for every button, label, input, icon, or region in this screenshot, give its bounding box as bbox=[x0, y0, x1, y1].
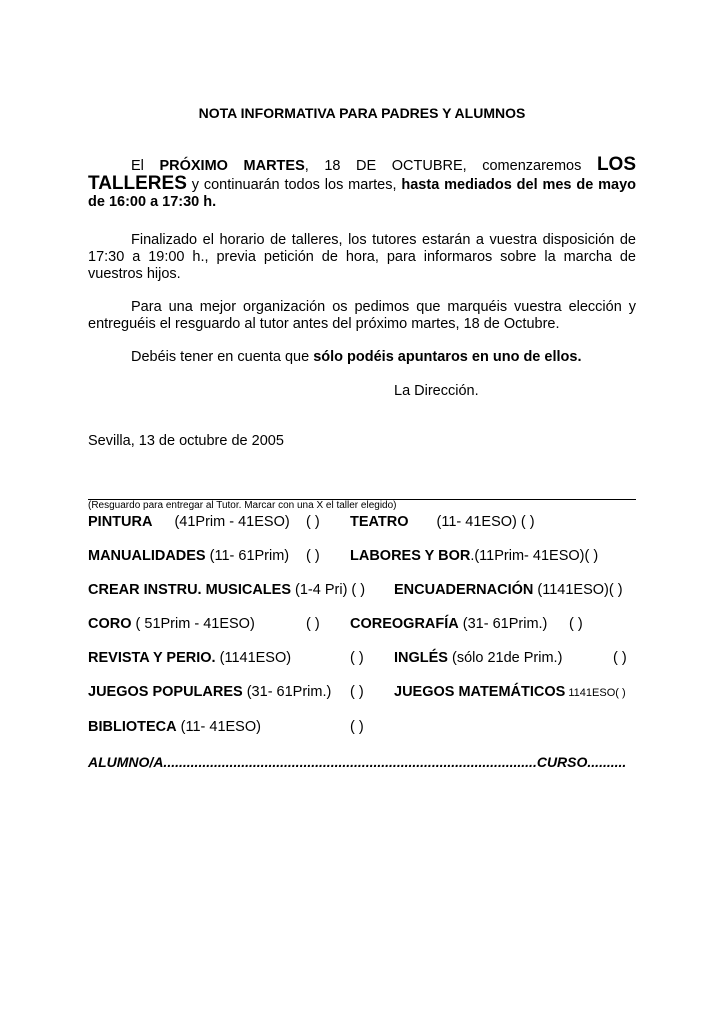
workshop-crear-instrumentos[interactable]: CREAR INSTRU. MUSICALES (1-4 Pri) ( ) bbox=[88, 582, 366, 598]
paragraph-tutor-hours: Finalizado el horario de talleres, los tutores estarán a vuestra disposición de 17:30 a 19:00 h., previa petición de hora, para informaros sobre la marcha de vuestros hijos. bbox=[88, 232, 636, 282]
workshop-revista: REVISTA Y PERIO. (1141ESO) bbox=[88, 650, 292, 666]
workshop-teatro[interactable]: TEATRO (11- 41ESO) ( ) bbox=[350, 514, 535, 530]
paragraph-one-workshop: Debéis tener en cuenta que sólo podéis apuntaros en uno de ellos. bbox=[131, 349, 582, 365]
workshop-juegos-matematicos[interactable]: JUEGOS MATEMÁTICOS 1141ESO( ) bbox=[394, 684, 626, 700]
signature: La Dirección. bbox=[394, 383, 479, 399]
checkbox-coro[interactable]: ( ) bbox=[306, 616, 320, 632]
checkbox-manualidades[interactable]: ( ) bbox=[306, 548, 320, 564]
checkbox-revista[interactable]: ( ) bbox=[350, 650, 364, 666]
checkbox-ingles[interactable]: ( ) bbox=[613, 650, 627, 666]
workshop-labores[interactable]: LABORES Y BOR.(11Prim- 41ESO)( ) bbox=[350, 548, 599, 564]
checkbox-pintura[interactable]: ( ) bbox=[306, 514, 320, 530]
workshop-encuadernacion[interactable]: ENCUADERNACIÓN (1141ESO)( ) bbox=[394, 582, 623, 598]
checkbox-juegos-populares[interactable]: ( ) bbox=[350, 684, 364, 700]
checkbox-coreografia[interactable]: ( ) bbox=[569, 616, 583, 632]
workshop-manualidades: MANUALIDADES (11- 61Prim) bbox=[88, 548, 290, 564]
workshop-coro: CORO ( 51Prim - 41ESO) bbox=[88, 616, 255, 632]
slip-note: (Resguardo para entregar al Tutor. Marcar con una X el taller elegido) bbox=[88, 500, 397, 511]
checkbox-biblioteca[interactable]: ( ) bbox=[350, 719, 364, 735]
student-course-field[interactable]: ALUMNO/A................................................................................................CURSO.......... bbox=[88, 754, 627, 770]
paragraph-start-date: El PRÓXIMO MARTES, 18 DE OCTUBRE, comenzaremos LOS TALLERES y continuarán todos los martes, hasta mediados del mes de mayo de 16:00 a 17:30 h. bbox=[88, 154, 636, 210]
workshop-biblioteca: BIBLIOTECA (11- 41ESO) bbox=[88, 719, 261, 735]
paragraph-organization: Para una mejor organización os pedimos que marquéis vuestra elección y entreguéis el resguardo al tutor antes del próximo martes, 18 de Octubre. bbox=[88, 299, 636, 332]
workshop-pintura: PINTURA (41Prim - 41ESO) bbox=[88, 514, 290, 530]
place-date: Sevilla, 13 de octubre de 2005 bbox=[88, 433, 284, 449]
workshop-ingles: INGLÉS (sólo 21de Prim.) bbox=[394, 650, 563, 666]
document-title: NOTA INFORMATIVA PARA PADRES Y ALUMNOS bbox=[198, 105, 526, 121]
workshop-juegos-populares: JUEGOS POPULARES (31- 61Prim.) bbox=[88, 684, 332, 700]
workshop-coreografia: COREOGRAFÍA (31- 61Prim.) bbox=[350, 616, 548, 632]
